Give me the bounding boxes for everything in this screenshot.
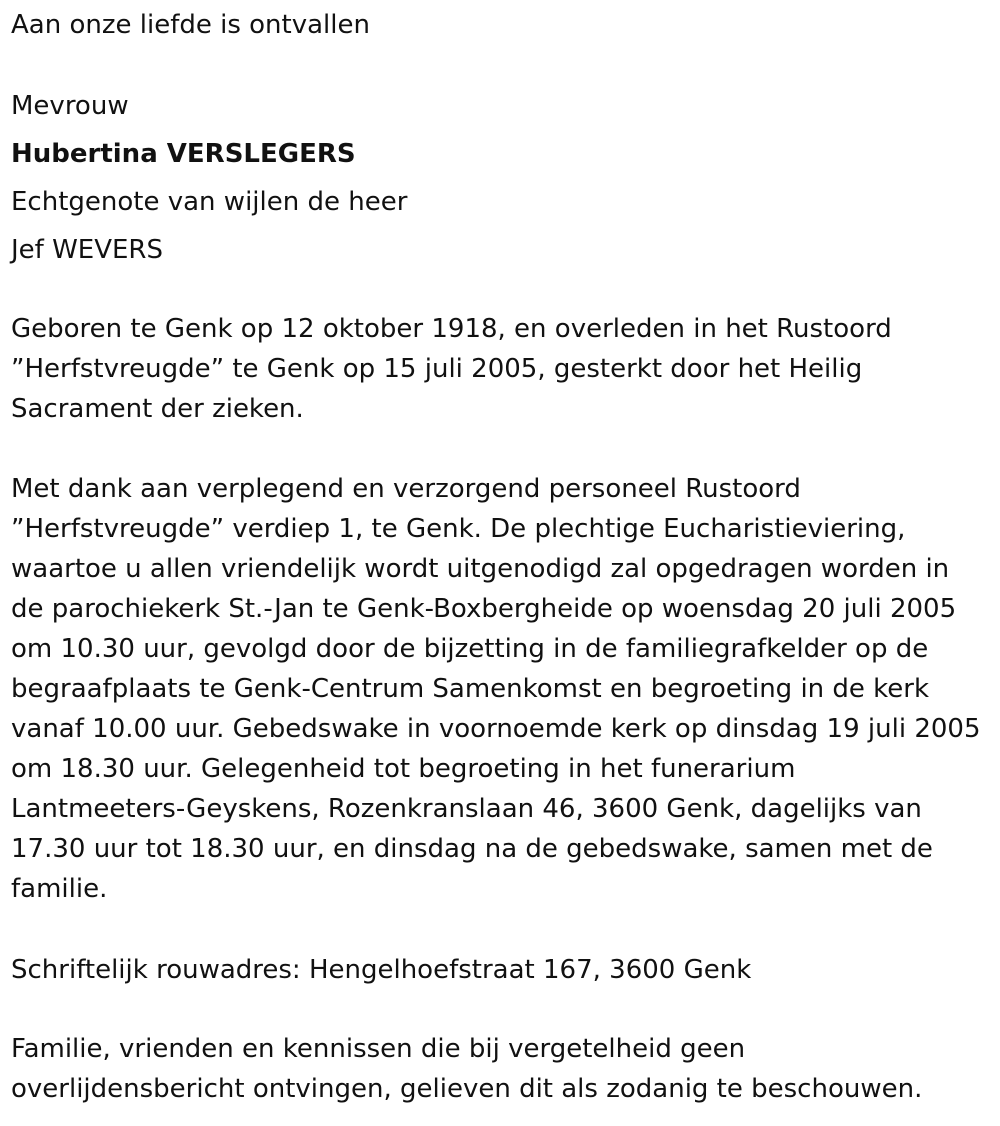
- paragraph-line: om 10.30 uur, gevolgd door de bijzetting in de familiegrafkelder op de: [11, 634, 929, 664]
- paragraph-line: Lantmeeters-Geyskens, Rozenkranslaan 46, 3600 Genk, dagelijks van: [11, 794, 922, 824]
- paragraph-line: overlijdensbericht ontvingen, gelieven dit als zodanig te beschouwen.: [11, 1074, 923, 1104]
- birth-death-paragraph: [11, 309, 996, 429]
- paragraph-line: om 18.30 uur. Gelegenheid tot begroeting in het funerarium: [11, 754, 796, 784]
- paragraph-line: de parochiekerk St.-Jan te Genk-Boxbergheide op woensdag 20 juli 2005: [11, 594, 957, 624]
- paragraph-line: familie.: [11, 874, 108, 904]
- ceremony-paragraph: [11, 469, 996, 909]
- paragraph-line: Geboren te Genk op 12 oktober 1918, en overleden in het Rustoord: [11, 314, 892, 344]
- relation-line-2: Jef WEVERS: [11, 235, 164, 265]
- paragraph-line: vanaf 10.00 uur. Gebedswake in voornoemde kerk op dinsdag 19 juli 2005: [11, 714, 981, 744]
- paragraph-line: begraafplaats te Genk-Centrum Samenkomst en begroeting in de kerk: [11, 674, 930, 704]
- mourning-address: Schriftelijk rouwadres: Hengelhoefstraat 167, 3600 Genk: [11, 955, 752, 985]
- intro-text: Aan onze liefde is ontvallen: [11, 10, 370, 40]
- paragraph-line: ”Herfstvreugde” te Genk op 15 juli 2005, gesterkt door het Heilig: [11, 354, 863, 384]
- paragraph-line: 17.30 uur tot 18.30 uur, en dinsdag na de gebedswake, samen met de: [11, 834, 933, 864]
- paragraph-line: Sacrament der zieken.: [11, 394, 304, 424]
- paragraph-line: Met dank aan verplegend en verzorgend personeel Rustoord: [11, 474, 801, 504]
- deceased-name: Hubertina VERSLEGERS: [11, 139, 356, 169]
- paragraph-line: waartoe u allen vriendelijk wordt uitgenodigd zal opgedragen worden in: [11, 554, 950, 584]
- paragraph-line: ”Herfstvreugde” verdiep 1, te Genk. De plechtige Eucharistieviering,: [11, 514, 906, 544]
- paragraph-line: Familie, vrienden en kennissen die bij vergetelheid geen: [11, 1034, 746, 1064]
- relation-line-1: Echtgenote van wijlen de heer: [11, 187, 408, 217]
- salutation: Mevrouw: [11, 91, 129, 121]
- closing-paragraph: [11, 1029, 996, 1109]
